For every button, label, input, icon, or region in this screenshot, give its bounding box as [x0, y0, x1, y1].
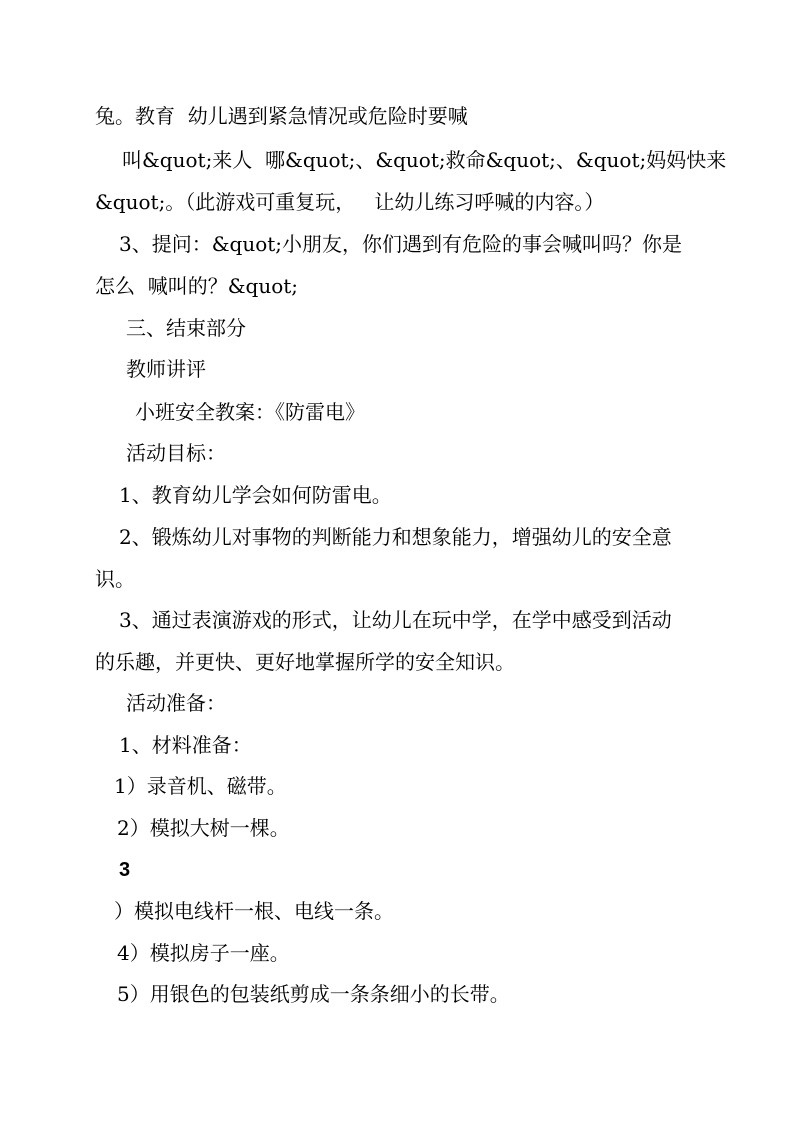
list-item: ）模拟电线杆一根、电线一条。	[114, 899, 394, 923]
list-item: 3、通过表演游戏的形式，让幼儿在玩中学，在学中感受到活动	[119, 608, 672, 632]
list-item: 1）录音机、磁带。	[114, 774, 287, 798]
text-line: 教师讲评	[126, 357, 206, 381]
section-heading: 活动目标：	[126, 441, 226, 465]
text-line: 3、提问：&quot;小朋友，你们遇到有危险的事会喊叫吗？你是	[119, 232, 683, 256]
text-line: &quot;。（此游戏可重复玩， 让幼儿练习呼喊的内容。）	[95, 190, 605, 214]
text-line: 怎么 喊叫的？&quot;	[95, 274, 299, 298]
list-item: 1、材料准备：	[119, 733, 252, 757]
text-line: 兔。教育 幼儿遇到紧急情况或危险时要喊	[95, 104, 468, 128]
lesson-title: 小班安全教案：《防雷电》	[135, 400, 365, 424]
list-item-number: 3	[119, 859, 131, 881]
list-item: 2、锻炼幼儿对事物的判断能力和想象能力，增强幼儿的安全意	[119, 525, 672, 549]
list-item: 2）模拟大树一棵。	[117, 816, 290, 840]
text-line: 的乐趣，并更快、更好地掌握所学的安全知识。	[95, 650, 515, 674]
text-line: 识。	[95, 567, 135, 591]
text-line: 叫&quot;来人 哪&quot;、&quot;救命&quot;、&quot;妈妈快来	[122, 148, 727, 172]
list-item: 1、教育幼儿学会如何防雷电。	[119, 483, 392, 507]
list-item: 4）模拟房子一座。	[117, 941, 290, 965]
section-heading: 活动准备：	[126, 691, 226, 715]
section-heading: 三、结束部分	[126, 316, 246, 340]
list-item: 5）用银色的包装纸剪成一条条细小的长带。	[117, 982, 510, 1006]
